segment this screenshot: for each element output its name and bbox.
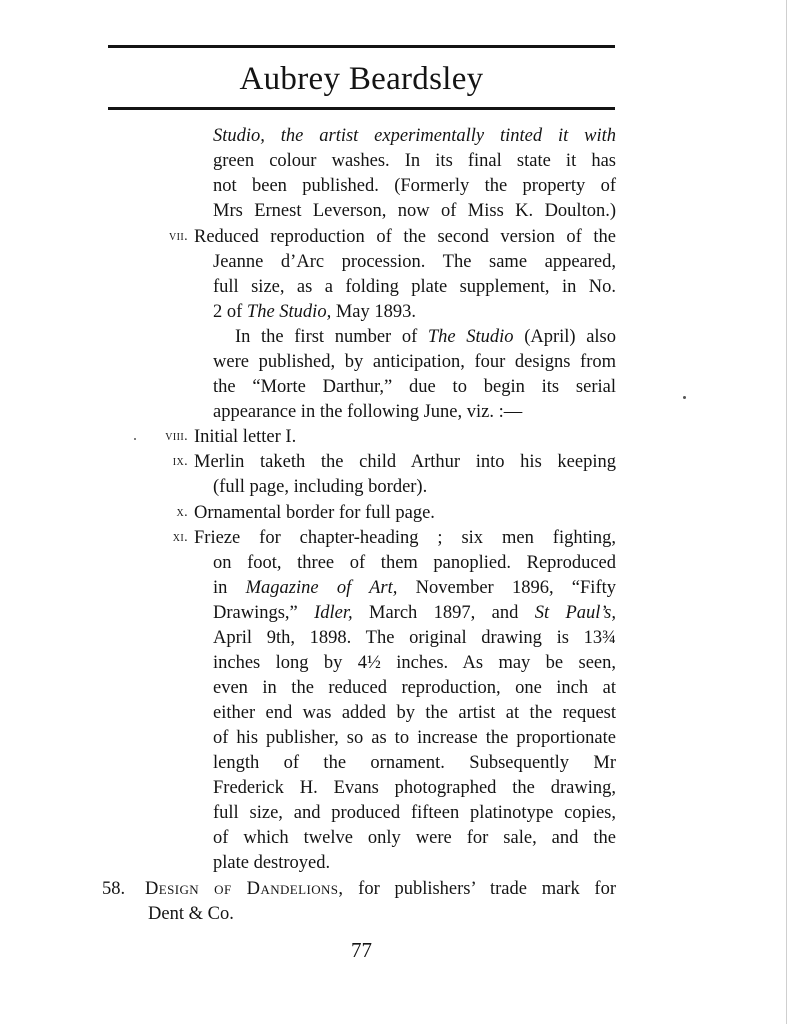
italic-text: The Studio [427, 327, 514, 347]
text-line: plate destroyed. [213, 853, 331, 873]
text-span: for publishers’ trade mark for [343, 879, 616, 899]
text-line: green colour washes. In its final state it has [213, 151, 616, 171]
entry-number: viii. [165, 429, 188, 444]
entry-number: vii. [169, 229, 188, 244]
text-span: in [213, 578, 246, 598]
text-line: (full page, including border). [213, 477, 428, 497]
text-line: full size, and produced fifteen platinotype copies, [213, 803, 616, 823]
italic-text: Studio, the artist experimentally tinted it with [213, 126, 616, 146]
text-line: either end was added by the artist at the request [213, 703, 616, 723]
entry-number: x. [176, 505, 188, 520]
text-line [213, 124, 616, 148]
text-line: even in the reduced reproduction, one inch at [213, 678, 616, 698]
text-line: not been published. (Formerly the property of [213, 176, 616, 196]
text-line: Frieze for chapter-heading ; six men fighting, [194, 528, 616, 548]
text-line: full size, as a folding plate supplement, in No. [213, 277, 616, 297]
text-line: April 9th, 1898. The original drawing is 13¾ [213, 628, 616, 648]
text-span: May 1893. [331, 302, 416, 322]
text-line [145, 877, 616, 901]
text-line [213, 576, 616, 600]
text-line: Frederick H. Evans photographed the drawing, [213, 778, 616, 798]
text-line: were published, by anticipation, four designs from [213, 352, 616, 372]
entry-number: xi. [172, 530, 188, 545]
text-line: Ornamental border for full page. [194, 503, 435, 523]
text-line [235, 325, 616, 349]
text-line [213, 300, 616, 324]
italic-text: The Studio, [246, 302, 332, 322]
entry-number: ix. [172, 454, 188, 469]
text-line: Mrs Ernest Leverson, now of Miss K. Doulton.) [213, 201, 616, 221]
text-span: (April) also [513, 327, 616, 347]
text-span: March 1897, and [352, 603, 535, 623]
entry-number: 58. [102, 879, 126, 899]
text-line: on foot, three of them panoplied. Reproduced [213, 553, 616, 573]
entry-title: Design of Dandelions, [145, 879, 344, 899]
text-line: length of the ornament. Subsequently Mr [213, 753, 616, 773]
text-span: In the first number of [235, 327, 428, 347]
italic-text: Magazine of Art, [245, 578, 398, 598]
text-line: of his publisher, so as to increase the proportionate [213, 728, 616, 748]
scan-speck [683, 396, 686, 399]
page-number: 77 [351, 938, 372, 962]
text-span: Drawings,” [213, 603, 315, 623]
text-line: appearance in the following June, viz. :— [213, 402, 523, 422]
text-line [213, 601, 616, 625]
header-rule-bottom [108, 107, 615, 110]
text-line: Initial letter I. [194, 427, 297, 447]
text-line: Jeanne d’Arc procession. The same appeared, [213, 252, 616, 272]
italic-text: Idler, [314, 603, 353, 623]
scan-speck [134, 438, 136, 440]
text-line: Dent & Co. [148, 904, 234, 924]
text-line: Merlin taketh the child Arthur into his keeping [194, 452, 616, 472]
text-line: inches long by 4½ inches. As may be seen, [213, 653, 616, 673]
text-line: Reduced reproduction of the second version of the [194, 227, 616, 247]
text-line: the “Morte Darthur,” due to begin its serial [213, 377, 616, 397]
text-span: November 1896, “Fifty [397, 578, 616, 598]
italic-text: St Paul’s, [534, 603, 616, 623]
running-title: Aubrey Beardsley [239, 61, 484, 97]
text-line: of which twelve only were for sale, and the [213, 828, 616, 848]
text-span: 2 of [213, 302, 247, 322]
header-rule-top [108, 45, 615, 48]
